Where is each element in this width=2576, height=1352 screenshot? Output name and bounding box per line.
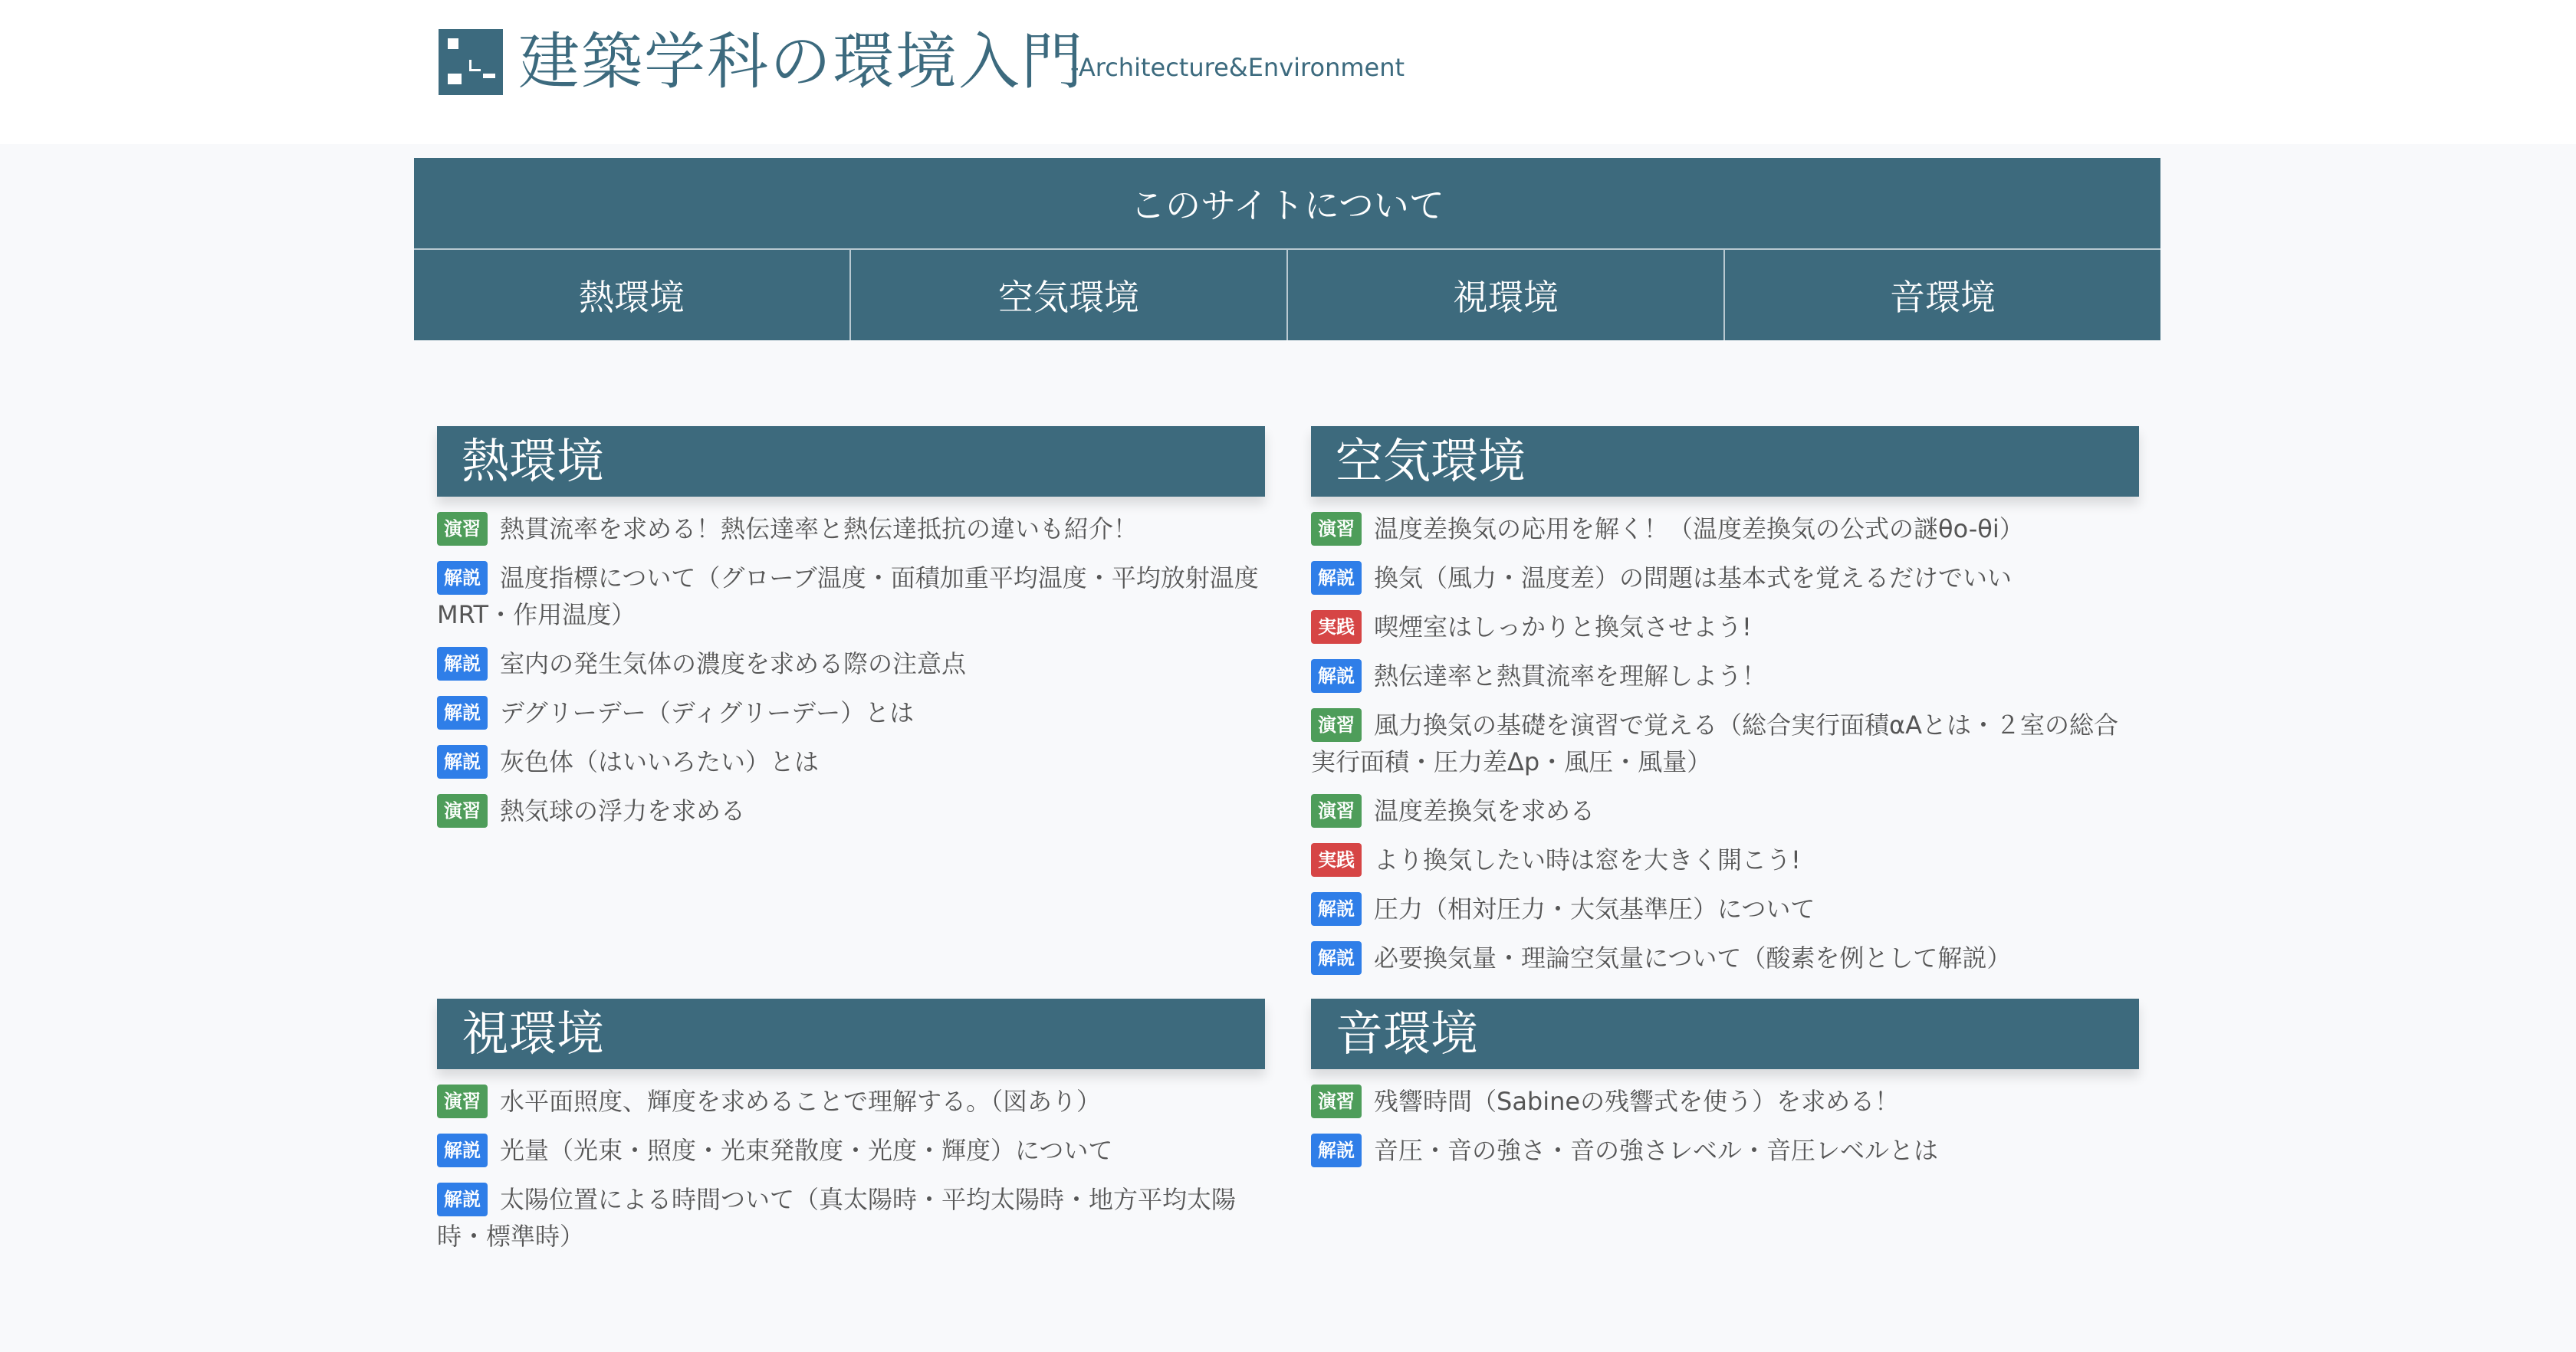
article-title[interactable]: 熱気球の浮力を求める bbox=[500, 796, 746, 825]
article-title[interactable]: 温度指標について（グローブ温度・面積加重平均温度・平均放射温度MRT・作用温度） bbox=[437, 563, 1259, 629]
article-title[interactable]: 灰色体（はいいろたい）とは bbox=[500, 747, 820, 776]
article-link[interactable] bbox=[1311, 1083, 2139, 1120]
article-link[interactable] bbox=[437, 560, 1265, 633]
article-title[interactable]: 換気（風力・温度差）の問題は基本式を覚えるだけでいい bbox=[1374, 563, 2013, 592]
article-title[interactable]: 風力換気の基礎を演習で覚える（総合実行面積αAとは・２室の総合実行面積・圧力差Δp・風圧・風量） bbox=[1311, 710, 2118, 776]
category-badge: 解説 bbox=[437, 561, 488, 595]
site-title[interactable]: 建築学科の環境入門 bbox=[518, 26, 1084, 97]
article-link[interactable] bbox=[1311, 1132, 2139, 1169]
article-title[interactable]: 必要換気量・理論空気量について（酸素を例として解説） bbox=[1374, 943, 2012, 973]
category-badge: 解説 bbox=[437, 647, 488, 681]
nav-about[interactable]: このサイトについて bbox=[414, 158, 2160, 248]
article-title[interactable]: 温度差換気の応用を解く！（温度差換気の公式の謎θo-θi） bbox=[1374, 514, 2024, 543]
article-link[interactable] bbox=[1311, 891, 2139, 927]
article-link[interactable] bbox=[437, 1132, 1265, 1169]
section-title: 熱環境 bbox=[437, 426, 1265, 497]
category-badge: 解説 bbox=[437, 1134, 488, 1167]
category-badge: 解説 bbox=[437, 696, 488, 730]
article-title[interactable]: 室内の発生気体の濃度を求める際の注意点 bbox=[500, 649, 967, 678]
section-heat bbox=[437, 426, 1265, 842]
category-badge: 演習 bbox=[437, 512, 488, 546]
category-badge: 実践 bbox=[1311, 610, 1362, 644]
article-link[interactable] bbox=[437, 1083, 1265, 1120]
article-title[interactable]: 太陽位置による時間ついて（真太陽時・平均太陽時・地方平均太陽時・標準時） bbox=[437, 1185, 1237, 1251]
section-title: 視環境 bbox=[437, 999, 1265, 1069]
article-title[interactable]: 喫煙室はしっかりと換気させよう! bbox=[1374, 612, 1752, 642]
nav-item-sound[interactable]: 音環境 bbox=[1725, 250, 2160, 340]
article-link[interactable] bbox=[1311, 609, 2139, 645]
article-title[interactable]: 水平面照度、輝度を求めることで理解する。（図あり） bbox=[500, 1087, 1102, 1116]
category-badge: 解説 bbox=[437, 745, 488, 779]
section-air bbox=[1311, 426, 2139, 989]
site-logo-icon[interactable] bbox=[439, 29, 503, 95]
article-link[interactable] bbox=[437, 1181, 1265, 1255]
article-list bbox=[437, 510, 1265, 829]
category-badge: 演習 bbox=[1311, 512, 1362, 546]
article-link[interactable] bbox=[1311, 658, 2139, 694]
site-subtitle: -Architecture&Environment bbox=[1070, 53, 1405, 82]
article-title[interactable]: 残響時間（Sabineの残響式を使う）を求める！ bbox=[1374, 1087, 1900, 1116]
article-link[interactable] bbox=[437, 743, 1265, 780]
category-badge: 演習 bbox=[437, 1085, 488, 1118]
article-link[interactable] bbox=[1311, 842, 2139, 878]
category-badge: 解説 bbox=[1311, 659, 1362, 693]
category-badge: 解説 bbox=[1311, 561, 1362, 595]
article-title[interactable]: 圧力（相対圧力・大気基準圧）について bbox=[1374, 894, 1815, 924]
category-badge: 解説 bbox=[1311, 1134, 1362, 1167]
article-link[interactable] bbox=[437, 694, 1265, 731]
site-header bbox=[0, 0, 2576, 144]
article-link[interactable] bbox=[437, 645, 1265, 682]
category-badge: 解説 bbox=[1311, 941, 1362, 975]
article-title[interactable]: デグリーデー（ディグリーデー）とは bbox=[500, 698, 915, 727]
category-badge: 演習 bbox=[1311, 794, 1362, 828]
article-link[interactable] bbox=[1311, 707, 2139, 780]
category-badge: 演習 bbox=[1311, 708, 1362, 742]
article-link[interactable] bbox=[1311, 940, 2139, 976]
article-list bbox=[437, 1083, 1265, 1255]
article-list bbox=[1311, 510, 2139, 976]
category-badge: 解説 bbox=[1311, 892, 1362, 926]
section-title: 音環境 bbox=[1311, 999, 2139, 1069]
article-link[interactable] bbox=[1311, 560, 2139, 596]
nav-item-light[interactable]: 視環境 bbox=[1288, 250, 1725, 340]
article-link[interactable] bbox=[437, 792, 1265, 829]
nav-item-air[interactable]: 空気環境 bbox=[851, 250, 1288, 340]
article-title[interactable]: 温度差換気を求める bbox=[1374, 796, 1595, 825]
section-sound bbox=[1311, 999, 2139, 1181]
section-title: 空気環境 bbox=[1311, 426, 2139, 497]
category-badge: 実践 bbox=[1311, 843, 1362, 877]
article-title[interactable]: 熱伝達率と熱貫流率を理解しよう！ bbox=[1374, 661, 1767, 691]
section-light bbox=[437, 999, 1265, 1267]
article-title[interactable]: より換気したい時は窓を大きく開こう! bbox=[1374, 845, 1801, 875]
article-link[interactable] bbox=[437, 510, 1265, 547]
category-badge: 演習 bbox=[437, 794, 488, 828]
nav-item-heat[interactable]: 熱環境 bbox=[414, 250, 851, 340]
article-list bbox=[1311, 1083, 2139, 1169]
article-title[interactable]: 光量（光束・照度・光束発散度・光度・輝度）について bbox=[500, 1136, 1113, 1165]
article-link[interactable] bbox=[1311, 510, 2139, 547]
article-title[interactable]: 熱貫流率を求める！熱伝達率と熱伝達抵抗の違いも紹介！ bbox=[500, 514, 1138, 543]
main-nav bbox=[414, 158, 2160, 340]
article-link[interactable] bbox=[1311, 792, 2139, 829]
article-title[interactable]: 音圧・音の強さ・音の強さレベル・音圧レベルとは bbox=[1374, 1136, 1939, 1165]
category-badge: 演習 bbox=[1311, 1085, 1362, 1118]
category-badge: 解説 bbox=[437, 1183, 488, 1216]
